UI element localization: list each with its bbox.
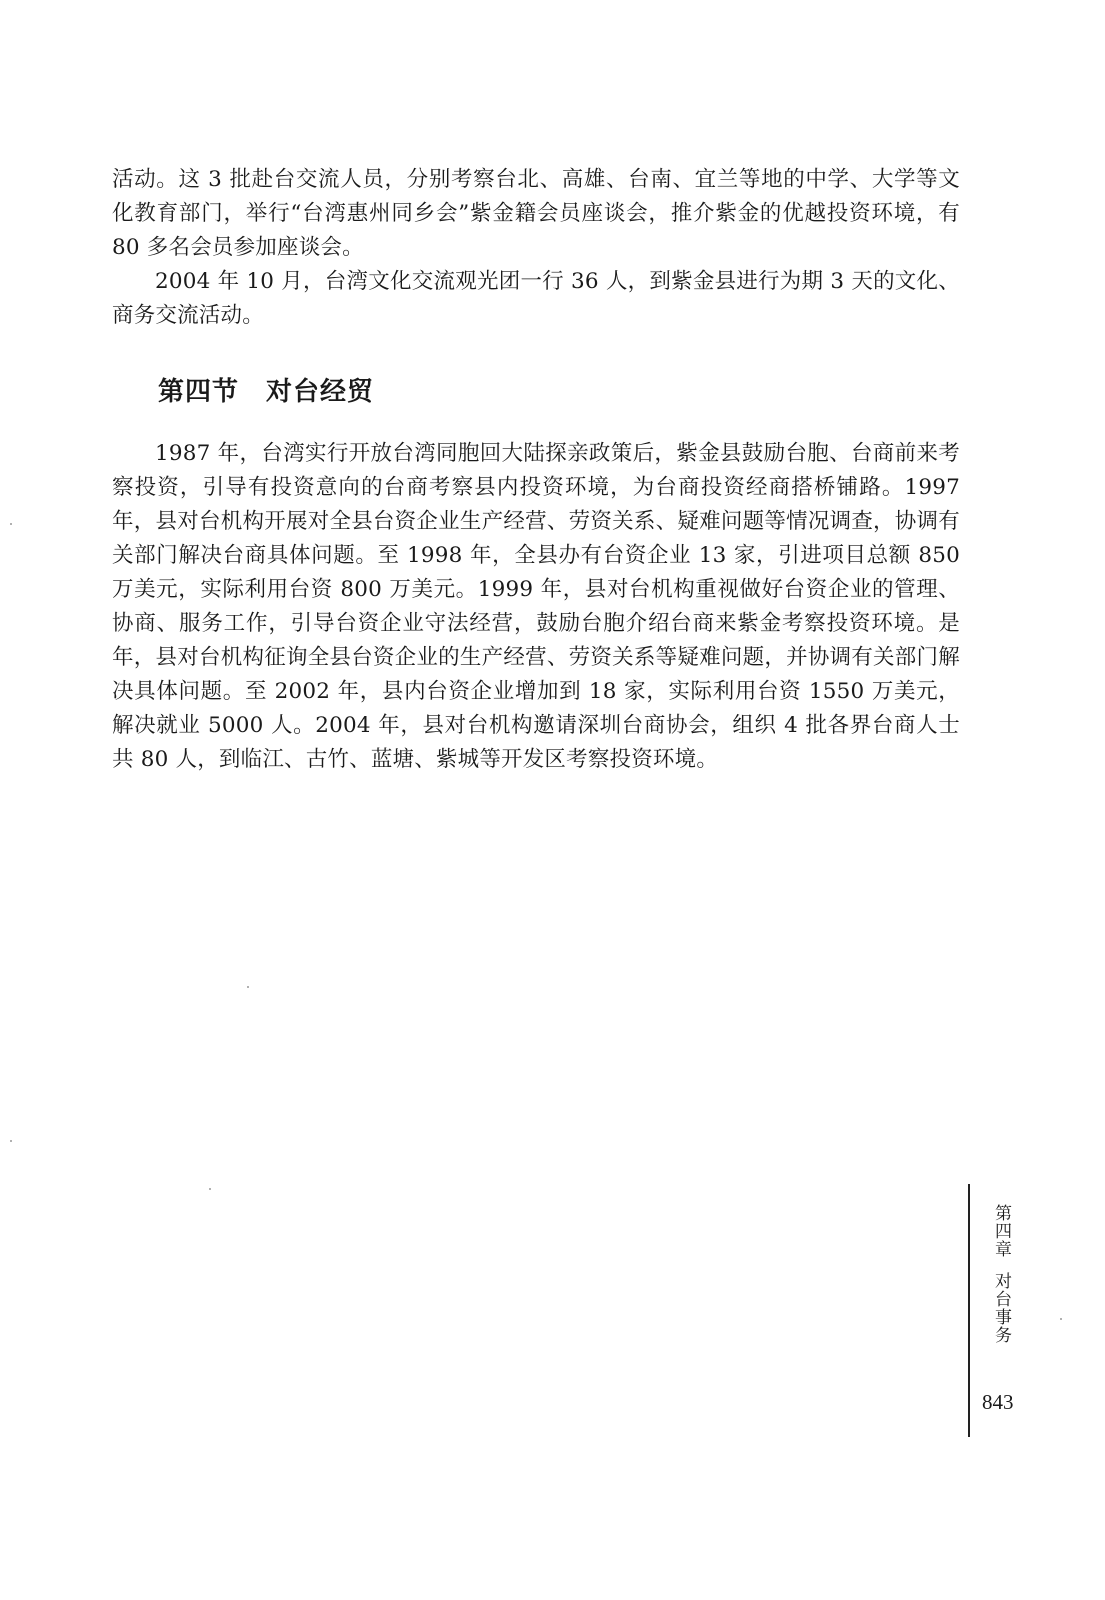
running-head-chapter: 第四章 [991,1204,1011,1258]
paragraph-continued: 活动。这 3 批赴台交流人员，分别考察台北、高雄、台南、宜兰等地的中学、大学等文化教育部门，举行“台湾惠州同乡会”紫金籍会员座谈会，推介紫金的优越投资环境，有 80 多名会员参加座谈会。 [112,167,960,260]
paragraph: 2004 年 10 月，台湾文化交流观光团一行 36 人，到紫金县进行为期 3 天的文化、商务交流活动。 [112,269,960,328]
section-heading: 第四节 对台经贸 [158,377,375,407]
scan-speck [1060,1318,1062,1320]
scan-speck [10,523,12,525]
running-head [990,1204,1012,1344]
page-number: 843 [982,1390,1014,1414]
continued-text-block [112,163,960,333]
running-head-title: 对台事务 [991,1272,1011,1344]
section-text-block [112,437,960,777]
scan-speck [10,1140,12,1142]
paragraph: 1987 年，台湾实行开放台湾同胞回大陆探亲政策后，紫金县鼓励台胞、台商前来考察投资，引导有投资意向的台商考察县内投资环境，为台商投资经商搭桥铺路。1997 年，县对台机构开展对全县台资企业生产经营、劳资关系、疑难问题等情况调查，协调有关部门解决台商具体问题。至 1998 年，全县办有台资企业 13 家，引进项目总额 850 万美元，实际利用台资 800 万美元。1999 年，县对台机构重视做好台资企业的管理、协商、服务工作，引导台资企业守法经营，鼓励台胞介绍台商来紫金考察投资环境。是年，县对台机构征询全县台资企业的生产经营、劳资关系等疑难问题，并协调有关部门解决具体问题。至 2002 年，县内台资企业增加到 18 家，实际利用台资 1550 万美元，解决就业 5000 人。2004 年，县对台机构邀请深圳台商协会，组织 4 批各界台商人士共 80 人，到临江、古竹、蓝塘、紫城等开发区考察投资环境。 [112,441,960,772]
scan-speck [209,1188,211,1190]
running-head-rule [968,1184,970,1437]
scan-speck [247,986,249,988]
